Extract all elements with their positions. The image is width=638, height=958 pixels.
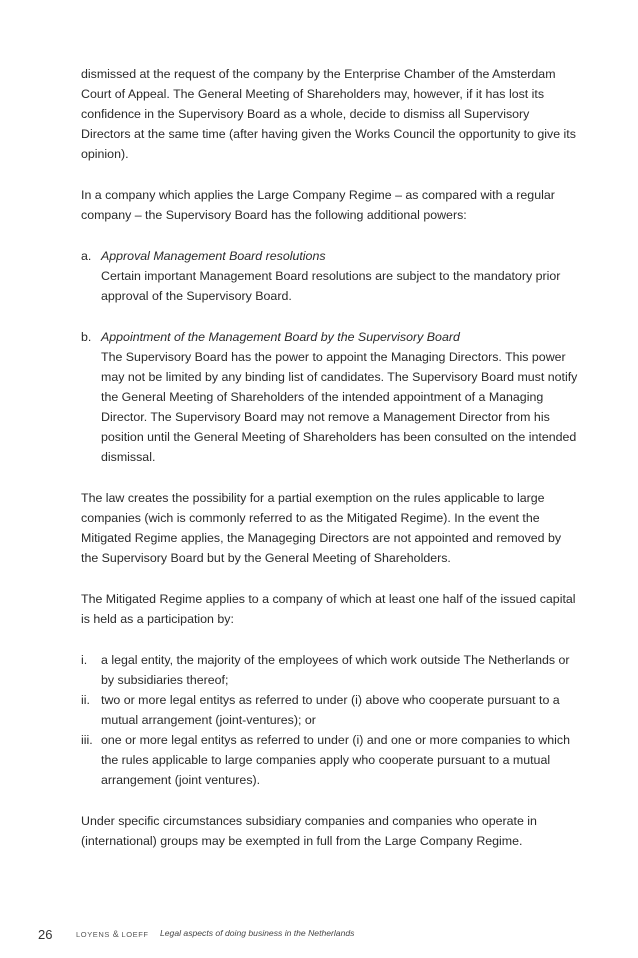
page-content <box>81 64 581 872</box>
paragraph-dismissal: dismissed at the request of the company by the Enterprise Chamber of the Amsterdam Court of Appeal. The General Meeting of Shareholders may, however, if it has lost its confidence in the Supervisory Board as a whole, decide to dismiss all Supervisory Directors at the same time (after having given the Works Council the opportunity to give its opinion). <box>81 67 576 161</box>
list-marker: i. <box>81 653 88 667</box>
brand-amp: & <box>112 929 119 939</box>
list-item-text: two or more legal entitys as referred to under (i) above who cooperate pursuant to a mutual arrangement (joint-ventures); or <box>101 693 560 727</box>
paragraph-large-company-regime: In a company which applies the Large Company Regime – as compared with a regular company – the Supervisory Board has the following additional powers: <box>81 188 555 222</box>
participation-list <box>81 650 581 790</box>
page-number: 26 <box>38 927 53 942</box>
power-text: Certain important Management Board resolutions are subject to the mandatory prior approval of the Supervisory Board. <box>101 269 561 303</box>
brand-right: LOEFF <box>121 930 149 939</box>
power-item-approval <box>81 246 581 306</box>
power-item-appointment <box>81 327 581 467</box>
list-marker: a. <box>81 249 92 263</box>
list-item-text: one or more legal entitys as referred to under (i) and one or more companies to which the rules applicable to large companies apply who cooperate pursuant to a mutual arrangement (joint ventures). <box>101 733 571 787</box>
list-item <box>81 690 581 730</box>
list-item-text: a legal entity, the majority of the employees of which work outside The Netherlands or by subsidiaries thereof; <box>101 653 570 687</box>
paragraph-mitigated-regime: The law creates the possibility for a partial exemption on the rules applicable to large companies (wich is commonly referred to as the Mitigated Regime). In the event the Mitigated Regime applies, the Manageging Directors are not appointed and removed by the Supervisory Board but by the General Meeting of Shareholders. <box>81 491 562 565</box>
brand-left: LOYENS <box>76 930 111 939</box>
list-item-body <box>101 327 581 467</box>
list-item <box>81 730 581 790</box>
paragraph-mitigated-applies: The Mitigated Regime applies to a company of which at least one half of the issued capital is held as a participation by: <box>81 592 576 626</box>
brand-logo <box>76 929 149 939</box>
publication-title: Legal aspects of doing business in the Netherlands <box>160 928 355 938</box>
page-footer <box>38 927 598 943</box>
power-text: The Supervisory Board has the power to appoint the Managing Directors. This power may not be limited by any binding list of candidates. The Supervisory Board must notify the General Meeting of Shareholders of the intended appointment of a Managing Director. The Supervisory Board may not remove a Management Director from his position until the General Meeting of Shareholders has been consulted on the intended dismissal. <box>101 350 578 464</box>
list-marker: ii. <box>81 693 90 707</box>
list-item <box>81 650 581 690</box>
paragraph-exemption: Under specific circumstances subsidiary companies and companies who operate in (international) groups may be exempted in full from the Large Company Regime. <box>81 814 537 848</box>
power-title: Appointment of the Management Board by the Supervisory Board <box>101 330 460 344</box>
list-marker: iii. <box>81 733 93 747</box>
list-item-body <box>101 246 581 306</box>
list-marker: b. <box>81 330 92 344</box>
power-title: Approval Management Board resolutions <box>101 249 326 263</box>
